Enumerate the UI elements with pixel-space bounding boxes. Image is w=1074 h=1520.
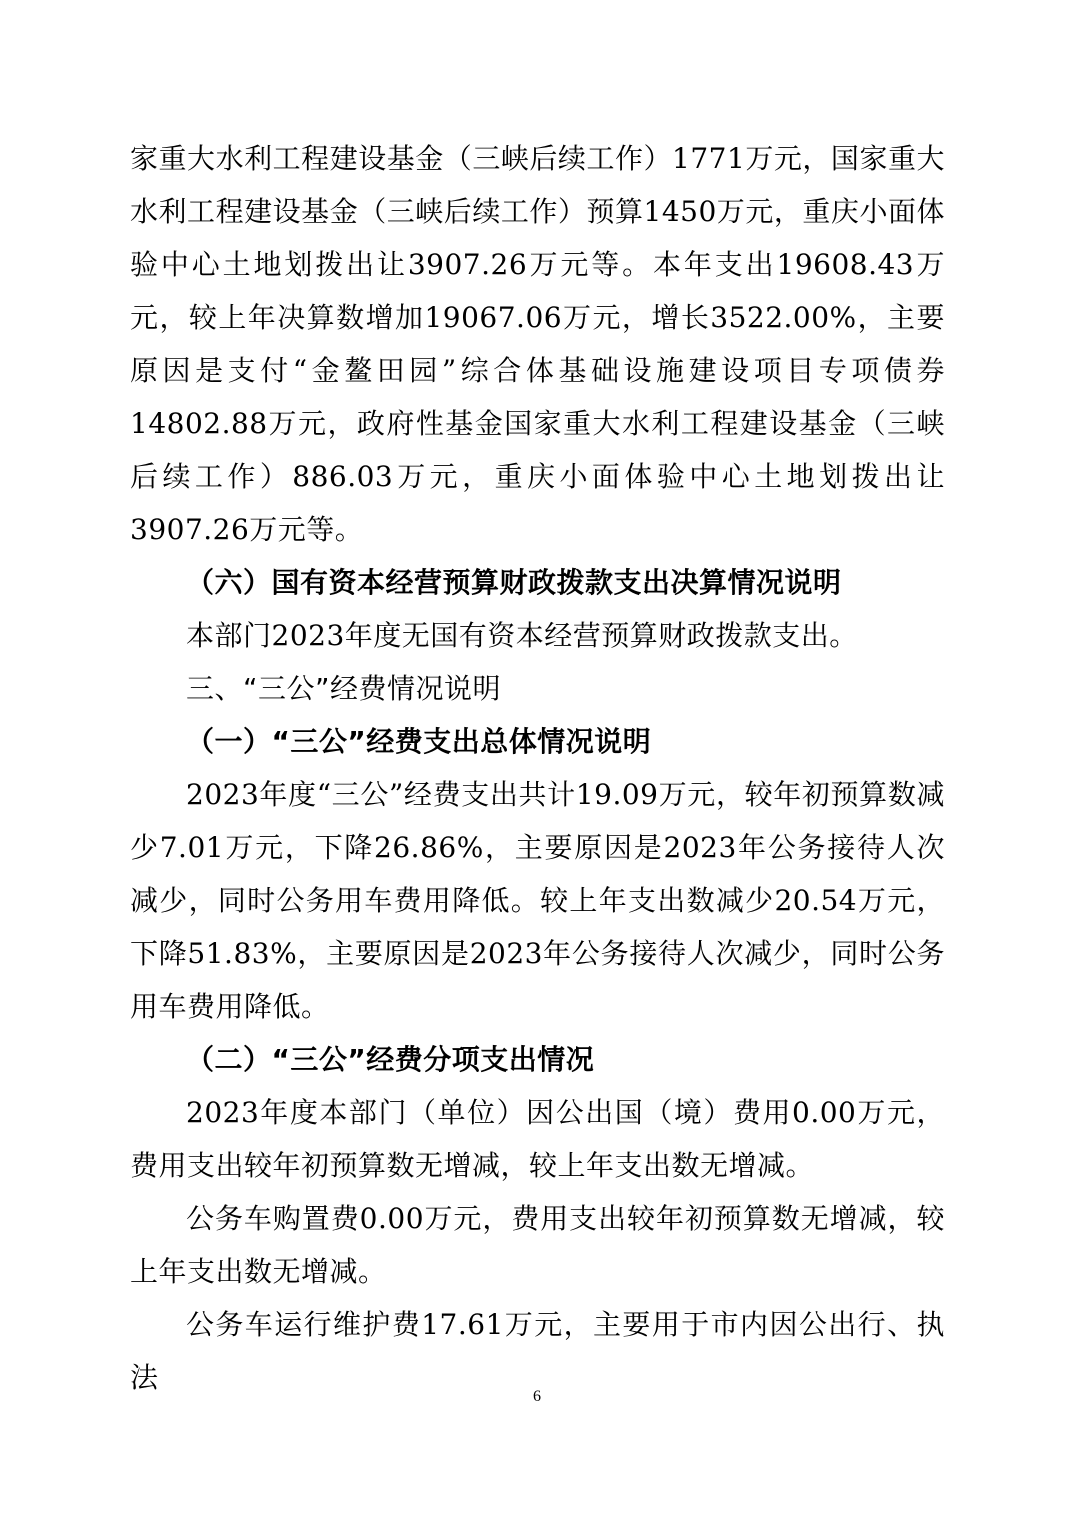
section-heading-state-capital: （六）国有资本经营预算财政拨款支出决算情况说明: [186, 566, 842, 599]
paragraph-overall: 2023年度“三公”经费支出共计19.09万元，较年初预算数减少7.01万元，下降26.86%，主要原因是2023年公务接待人次减少，同时公务用车费用降低。较上年支出数减少20.54万元，下降51.83%，主要原因是2023年公务接待人次减少，同时公务用车费用降低。: [130, 778, 945, 1023]
paragraph-vehicle-maintenance: 公务车运行维护费17.61万元，主要用于市内因公出行、执法: [130, 1308, 945, 1394]
paragraph-state-capital: 本部门2023年度无国有资本经营预算财政拨款支出。: [186, 619, 858, 652]
section-heading-three-public: 三、“三公”经费情况说明: [186, 672, 502, 705]
section-heading-itemized: （二）“三公”经费分项支出情况: [186, 1043, 595, 1076]
page-number: 6: [533, 1388, 541, 1405]
document-body: [130, 132, 945, 1404]
section-heading-overall: （一）“三公”经费支出总体情况说明: [186, 725, 652, 758]
paragraph-vehicle-purchase: 公务车购置费0.00万元，费用支出较年初预算数无增减，较上年支出数无增减。: [130, 1202, 945, 1288]
paragraph-overseas: 2023年度本部门（单位）因公出国（境）费用0.00万元，费用支出较年初预算数无增减，较上年支出数无增减。: [130, 1096, 945, 1182]
paragraph-fund-expenditure: 家重大水利工程建设基金（三峡后续工作）1771万元，国家重大水利工程建设基金（三峡后续工作）预算1450万元，重庆小面体验中心土地划拨出让3907.26万元等。本年支出19608.43万元，较上年决算数增加19067.06万元，增长3522.00%，主要原因是支付“金鳌田园”综合体基础设施建设项目专项债券14802.88万元，政府性基金国家重大水利工程建设基金（三峡后续工作）886.03万元，重庆小面体验中心土地划拨出让3907.26万元等。: [130, 142, 945, 546]
